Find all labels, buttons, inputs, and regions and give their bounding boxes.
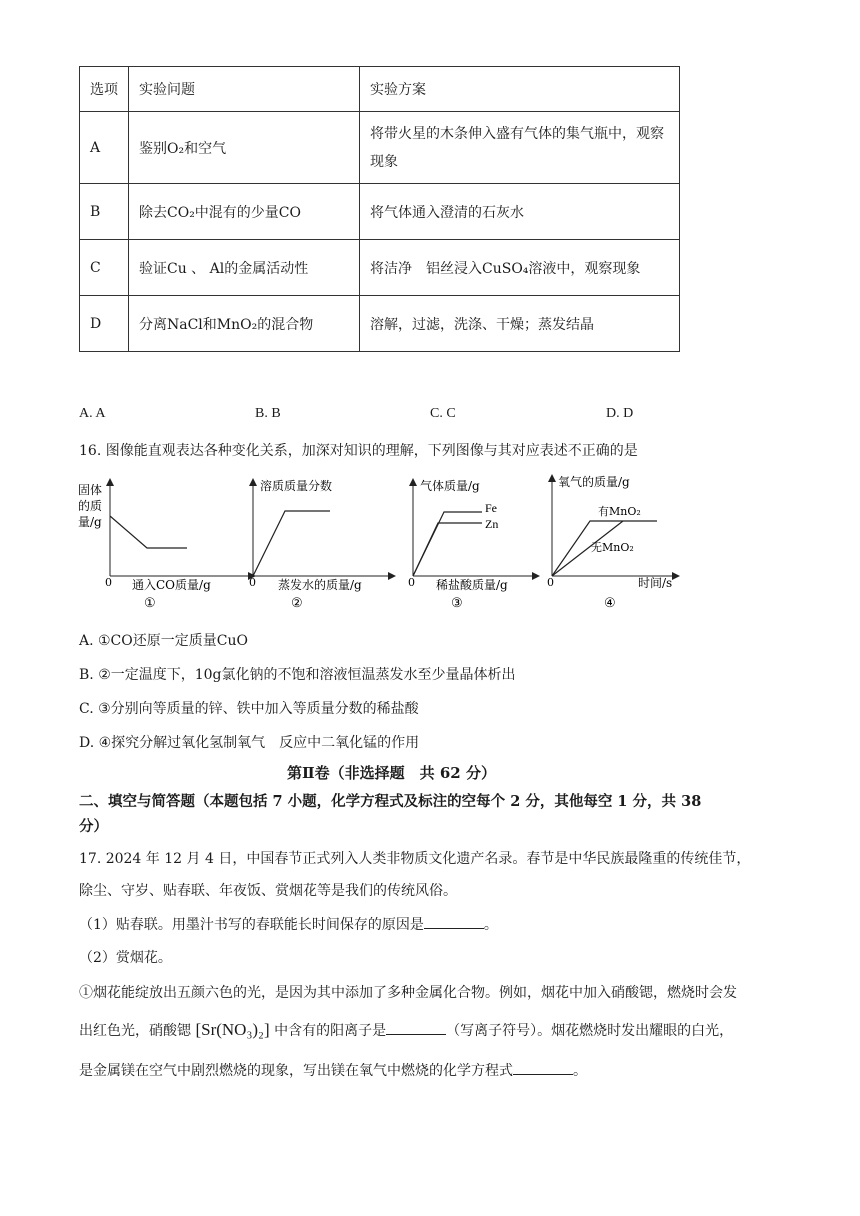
graph-4-origin: 0 <box>547 576 554 589</box>
table-row <box>80 296 680 352</box>
graph-4 <box>547 474 676 611</box>
q17-text-c: （写离子符号）。烟花燃烧时发出耀眼的白光， <box>446 1023 734 1039</box>
graph-1-origin: 0 <box>105 576 112 589</box>
q15-choice-a: A. A <box>79 406 106 421</box>
graph-3-ylabel: 气体质量/g <box>420 479 480 493</box>
graph-3 <box>408 478 536 611</box>
graph-1-number: ① <box>144 596 156 611</box>
q16-option-c: C. ③分别向等质量的锌、铁中加入等质量分数的稀盐酸 <box>79 701 419 717</box>
graph-1-ylabel-1: 固体 <box>78 483 103 497</box>
answer-blank-1[interactable] <box>424 916 484 929</box>
row-problem: 鉴别O₂和空气 <box>129 112 360 184</box>
graph-2 <box>249 478 392 611</box>
q17-text-e: 。 <box>573 1063 587 1079</box>
section-heading-cont: 分） <box>79 818 108 835</box>
graph-2-ylabel: 溶质质量分数 <box>260 479 333 493</box>
graph-4-number: ④ <box>604 596 616 611</box>
graph-1-xlabel: 通入CO质量/g <box>132 578 211 592</box>
options-table <box>79 66 680 352</box>
graph-2-number: ② <box>291 596 303 611</box>
q17-part-1-end: 。 <box>483 917 498 933</box>
graph-4-label-with: 有MnO₂ <box>598 505 641 518</box>
row-problem: 分离NaCl和MnO₂的混合物 <box>129 296 360 352</box>
row-option: C <box>80 240 129 296</box>
q16-stem: 16. 图像能直观表达各种变化关系，加深对知识的理解，下列图像与其对应表述不正确的是 <box>79 443 638 459</box>
q17-line-2: 除尘、守岁、贴春联、年夜饭、赏烟花等是我们的传统风俗。 <box>79 883 457 899</box>
answer-blank-3[interactable] <box>513 1062 573 1075</box>
q17-text-a: 出红色光，硝酸锶 <box>79 1023 191 1039</box>
row-problem: 除去CO₂中混有的少量CO <box>129 184 360 240</box>
graph-2-origin: 0 <box>249 576 256 589</box>
answer-blank-2[interactable] <box>386 1022 446 1035</box>
graph-1 <box>78 482 252 611</box>
q17-part-2-line-3 <box>79 1060 587 1080</box>
header-plan: 实验方案 <box>360 67 680 112</box>
row-plan: 溶解，过滤，洗涤、干燥；蒸发结晶 <box>360 296 680 352</box>
row-option: A <box>80 112 129 184</box>
row-option: B <box>80 184 129 240</box>
graph-3-curve-fe <box>413 512 482 576</box>
section-heading: 二、填空与简答题（本题包括 7 小题，化学方程式及标注的空每个 2 分，其他每空 1 分，共 38 <box>79 793 702 810</box>
header-problem: 实验问题 <box>129 67 360 112</box>
q15-choice-c: C. C <box>430 406 456 421</box>
row-plan: 将带火星的木条伸入盛有气体的集气瓶中，观察现象 <box>360 112 680 184</box>
q17-part-2-line-1: ①烟花能绽放出五颜六色的光，是因为其中添加了多种金属化合物。例如，烟花中加入硝酸锶，燃烧时会发 <box>79 985 737 1001</box>
table-row <box>80 240 680 296</box>
q17-part-2-line-2 <box>79 1020 733 1040</box>
q17-line-1: 17. 2024 年 12 月 4 日，中国春节正式列入人类非物质文化遗产名录。春节是中华民族最隆重的传统佳节， <box>79 851 751 867</box>
q16-graphs <box>72 470 682 615</box>
table-header-row <box>80 67 680 112</box>
graph-4-xlabel: 时间/s <box>638 576 673 590</box>
formula-sr-nitrate: [Sr(NO₃)₂] <box>195 1020 270 1039</box>
graph-1-ylabel-3: 量/g <box>78 515 102 529</box>
graph-3-label-fe: Fe <box>485 501 497 515</box>
q16-option-d: D. ④探究分解过氧化氢制氧气 反应中二氧化锰的作用 <box>79 735 420 751</box>
header-option: 选项 <box>80 67 129 112</box>
graph-1-curve <box>110 516 187 548</box>
row-option: D <box>80 296 129 352</box>
graph-3-number: ③ <box>451 596 463 611</box>
graph-3-xlabel: 稀盐酸质量/g <box>436 578 508 592</box>
graph-1-ylabel-2: 的质 <box>78 499 103 513</box>
q17-part-1-text: （1）贴春联。用墨汁书写的春联能长时间保存的原因是 <box>79 917 424 933</box>
graph-4-label-without: 无MnO₂ <box>591 541 634 554</box>
table-row <box>80 112 680 184</box>
graph-2-xlabel: 蒸发水的质量/g <box>278 578 362 592</box>
row-problem: 验证Cu 、 Al的金属活动性 <box>129 240 360 296</box>
graph-3-origin: 0 <box>408 576 415 589</box>
section-title: 第Ⅱ卷（非选择题 共 62 分） <box>287 764 496 782</box>
graph-3-curve-zn <box>413 523 482 576</box>
formula-text: Sr(NO₃)₂ <box>201 1020 264 1039</box>
row-plan: 将洁净 铝丝浸入CuSO₄溶液中，观察现象 <box>360 240 680 296</box>
graph-4-ylabel: 氧气的质量/g <box>558 475 630 489</box>
q17-part-2: （2）赏烟花。 <box>79 950 172 966</box>
q16-option-a: A. ①CO还原一定质量CuO <box>79 633 248 649</box>
q17-text-d: 是金属镁在空气中剧烈燃烧的现象，写出镁在氧气中燃烧的化学方程式 <box>79 1063 513 1079</box>
q15-choice-b: B. B <box>255 406 281 421</box>
table-row <box>80 184 680 240</box>
graph-2-curve <box>253 511 330 576</box>
graph-3-label-zn: Zn <box>485 517 499 531</box>
q17-text-b: 中含有的阳离子是 <box>274 1023 387 1039</box>
q15-choice-d: D. D <box>606 406 634 421</box>
row-plan: 将气体通入澄清的石灰水 <box>360 184 680 240</box>
q16-option-b: B. ②一定温度下，10g氯化钠的不饱和溶液恒温蒸发水至少量晶体析出 <box>79 667 516 683</box>
q17-part-1 <box>79 914 498 934</box>
